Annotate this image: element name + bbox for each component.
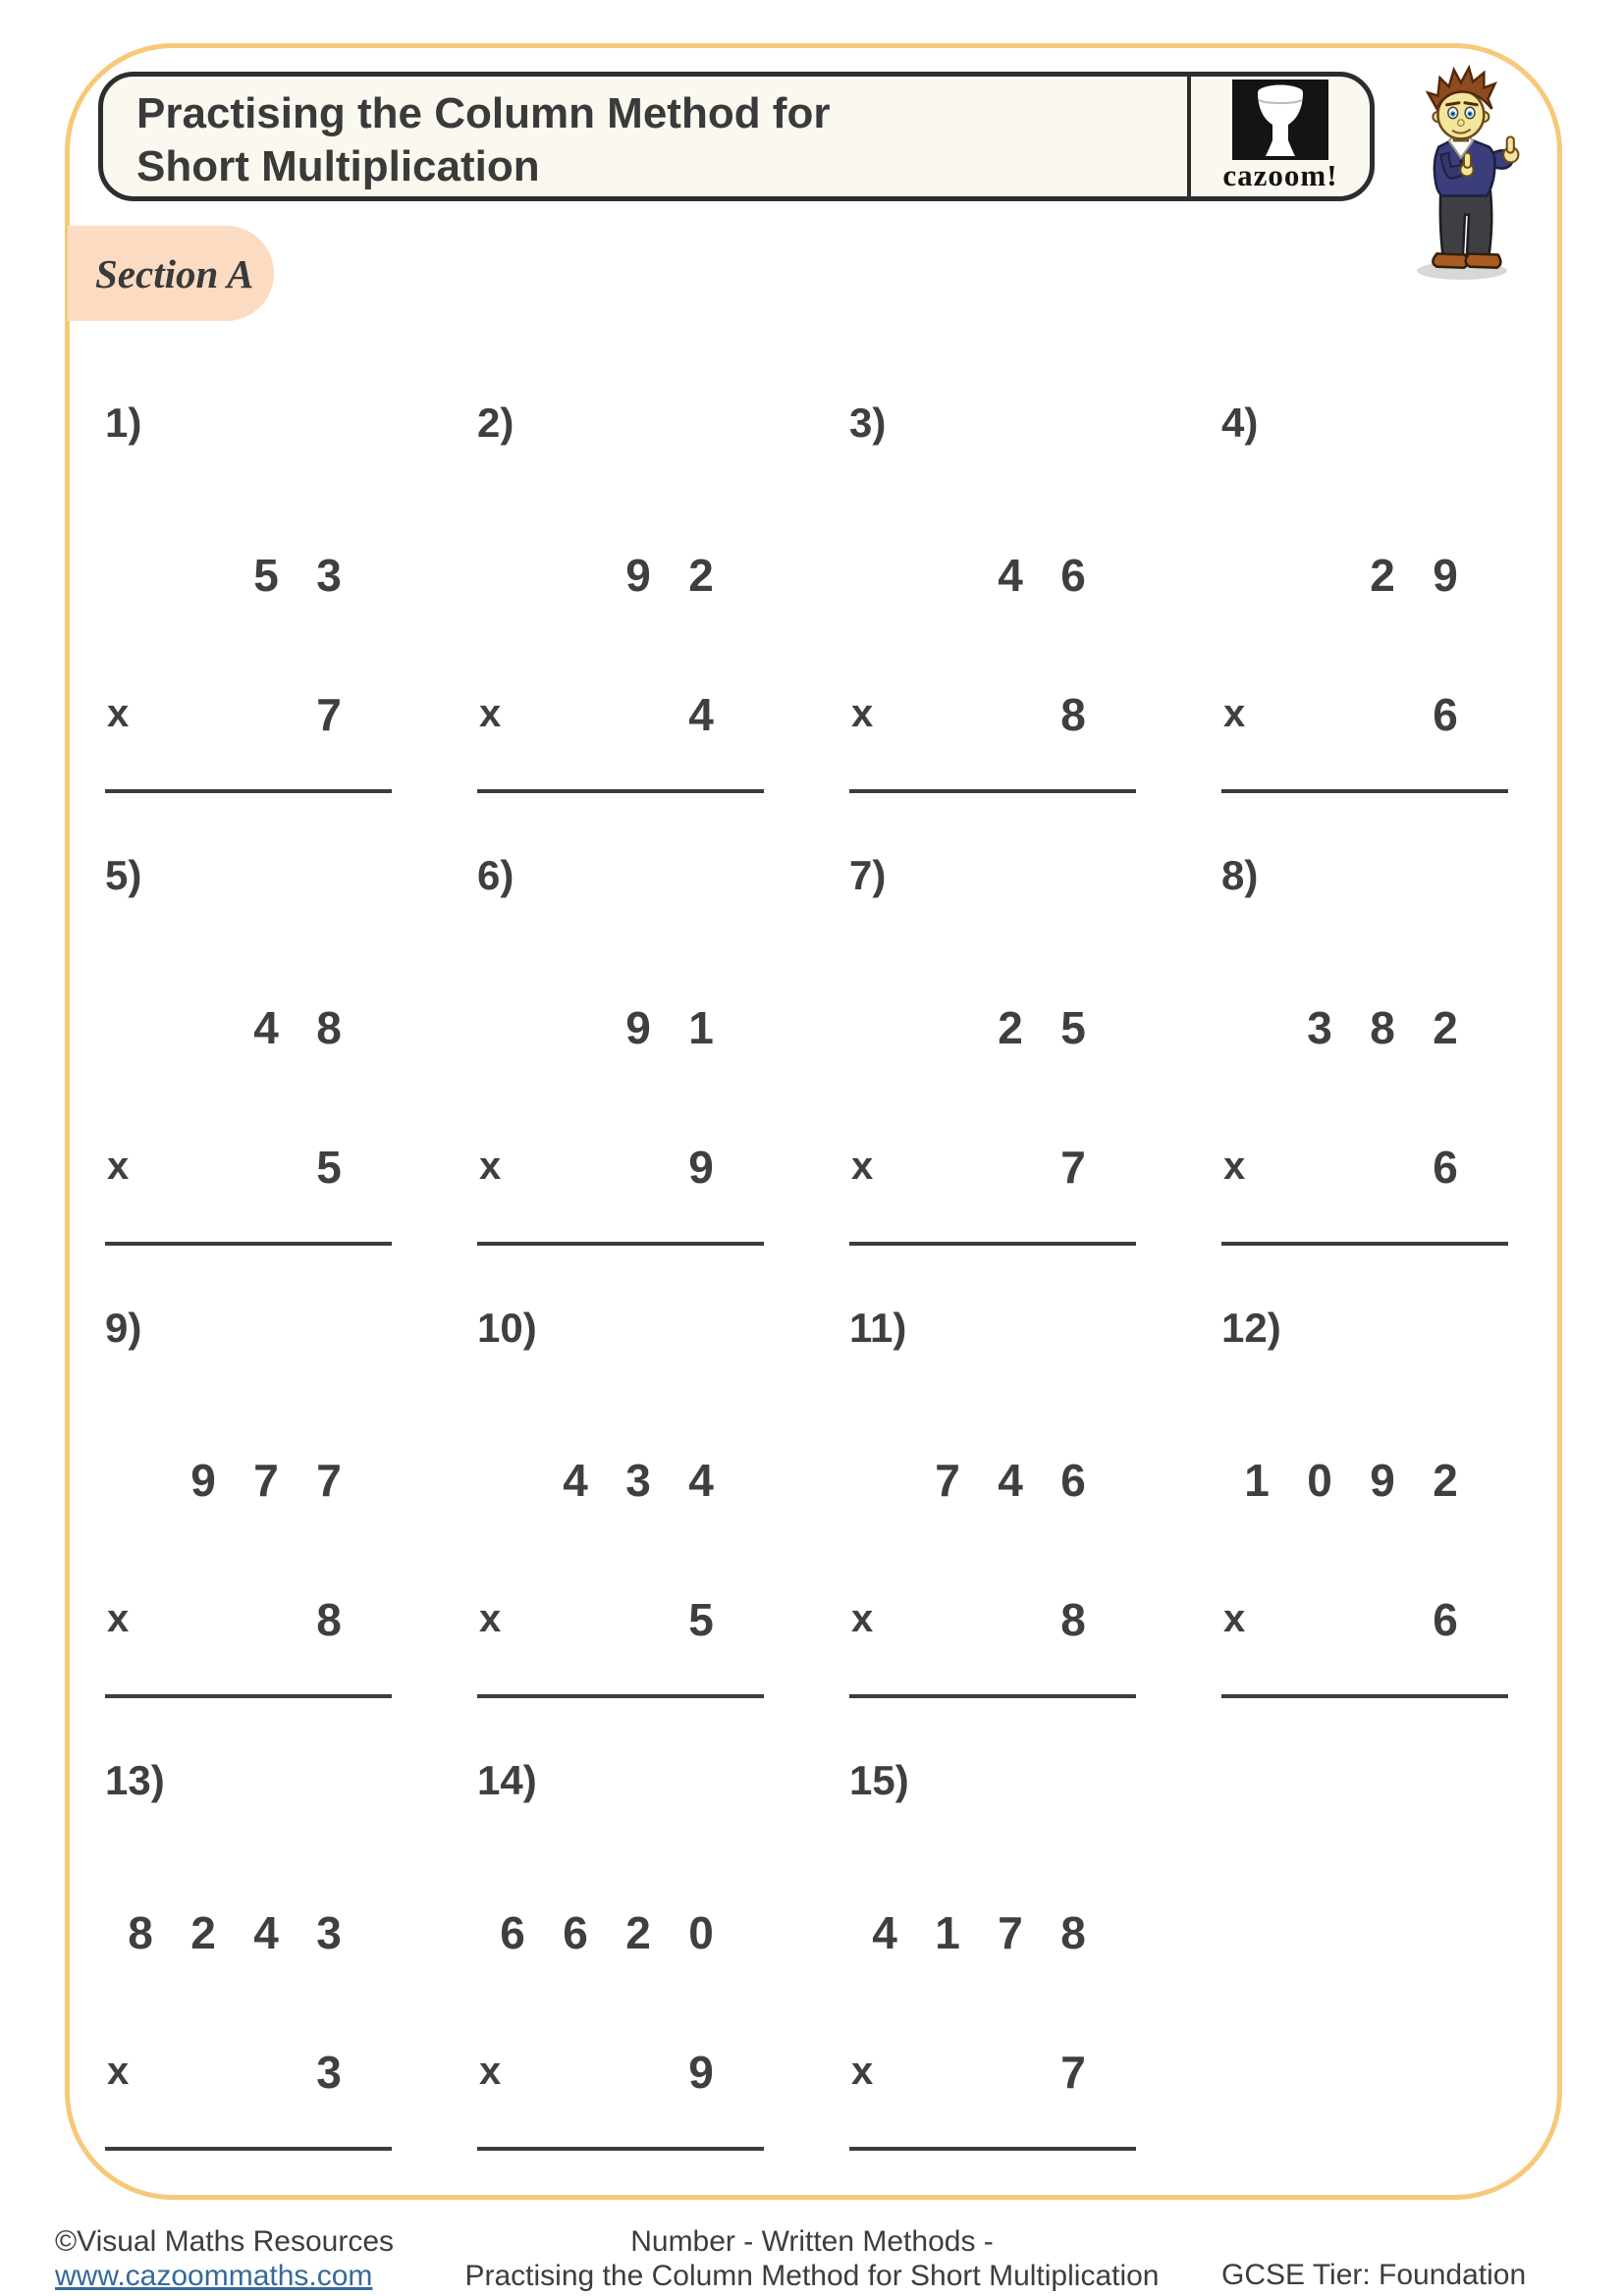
multiply-sign: x [851,692,874,735]
multiplicand-digit: 6 [1060,550,1086,601]
problem-number: 6) [477,852,514,898]
multiply-sign: x [851,2050,874,2093]
multiplicand-digit: 2 [190,1907,216,1958]
multiplicand-digit: 0 [1307,1455,1332,1506]
multiplicand-digit: 1 [1244,1455,1270,1506]
cazoom-logo [1187,77,1370,196]
problems-grid [105,400,1594,2210]
multiplicand-digit: 6 [1060,1455,1086,1506]
multiplicand-digits [105,549,360,602]
problem-number: 14) [477,1757,537,1803]
problem-number: 2) [477,400,514,446]
multiply-sign: x [851,1145,874,1188]
multiplicand-digit: 4 [998,1455,1023,1506]
multiplicand-digit: 2 [998,1002,1023,1053]
multiplicand-digit: 3 [625,1455,651,1506]
answer-line [849,2147,1136,2151]
footer-website-link[interactable]: www.cazoommaths.com [55,2260,373,2293]
multiplier-row [477,1141,732,1194]
footer-copyright: ©Visual Maths Resources [55,2225,395,2258]
multiplicand-digit: 2 [1433,1002,1458,1053]
problem-9 [105,1305,477,1757]
multiplicand-digit: 7 [316,1455,342,1506]
problem-2 [477,400,849,852]
multiply-sign: x [107,2050,130,2093]
multiplicand-digit: 2 [625,1907,651,1958]
footer-category-line1: Number - Written Methods - [630,2225,994,2258]
multiply-sign: x [479,1597,502,1640]
multiplier-digit: 6 [1433,1594,1458,1645]
multiplicand-digit: 7 [253,1455,279,1506]
drum-icon [1232,80,1328,160]
multiplier-row [849,688,1105,741]
problem-12 [1221,1305,1594,1757]
page-title-line1: Practising the Column Method for [136,89,831,137]
multiply-sign: x [479,1145,502,1188]
multiply-sign: x [107,1597,130,1640]
multiplicand-digit: 8 [316,1002,342,1053]
multiplicand-digit: 4 [563,1455,588,1506]
multiplier-row [105,1141,360,1194]
problem-number: 10) [477,1305,537,1351]
multiplier-digit: 8 [1060,1594,1086,1645]
problem-3 [849,400,1221,852]
mascot-shoe-right [1466,253,1501,267]
multiplicand-digit: 7 [998,1907,1023,1958]
multiply-sign: x [479,2050,502,2093]
multiplicand-digit: 9 [1370,1455,1395,1506]
answer-line [1221,1694,1508,1698]
multiplicand-digit: 9 [625,1002,651,1053]
multiplier-digit: 9 [688,2047,714,2098]
multiplicand-digits [477,549,732,602]
answer-line [1221,1242,1508,1246]
multiplicand-digit: 2 [688,550,714,601]
problem-number: 11) [849,1305,907,1351]
multiplier-row [1221,688,1477,741]
multiplier-digit: 7 [316,689,342,740]
multiplier-row [105,2046,360,2099]
multiplier-digit: 7 [1060,1142,1086,1193]
problem-number: 15) [849,1757,909,1803]
multiplier-row [105,688,360,741]
multiplier-row [105,1593,360,1646]
footer-center [321,2224,1303,2294]
answer-line [105,1694,392,1698]
multiplicand-digit: 9 [190,1455,216,1506]
multiplicand-digits [849,1001,1105,1054]
problem-8 [1221,852,1594,1305]
multiplicand-digits [105,1906,360,1959]
multiplicand-digits [477,1454,732,1507]
multiplicand-digit: 4 [688,1455,714,1506]
multiplicand-digit: 6 [500,1907,525,1958]
multiplicand-digits [1221,1001,1477,1054]
multiplicand-digit: 3 [1307,1002,1332,1053]
answer-line [105,789,392,793]
problem-6 [477,852,849,1305]
multiplicand-digits [105,1001,360,1054]
multiplier-digit: 4 [688,689,714,740]
problem-4 [1221,400,1594,852]
multiplicand-digit: 4 [872,1907,897,1958]
problem-7 [849,852,1221,1305]
multiplicand-digits [849,549,1105,602]
multiplier-digit: 8 [1060,689,1086,740]
multiplicand-digit: 8 [1060,1907,1086,1958]
problem-number: 8) [1221,852,1259,898]
multiplier-digit: 5 [688,1594,714,1645]
multiplicand-digits [105,1454,360,1507]
multiplicand-digit: 0 [688,1907,714,1958]
problem-number: 12) [1221,1305,1281,1351]
title-box [98,72,1375,201]
multiplicand-digit: 4 [253,1002,279,1053]
multiply-sign: x [1223,692,1246,735]
problem-number: 3) [849,400,887,446]
multiplicand-digit: 8 [128,1907,153,1958]
multiplicand-digit: 4 [998,550,1023,601]
multiplicand-digits [1221,549,1477,602]
multiplicand-digit: 7 [935,1455,960,1506]
multiplier-row [849,1141,1105,1194]
multiplier-digit: 8 [316,1594,342,1645]
answer-line [477,1242,764,1246]
multiplier-digit: 5 [316,1142,342,1193]
mascot-thumb-up [1507,136,1514,152]
multiplicand-digit: 1 [935,1907,960,1958]
answer-line [105,1242,392,1246]
mascot-trousers [1440,187,1491,255]
answer-line [105,2147,392,2151]
multiplier-row [477,1593,732,1646]
multiplicand-digit: 6 [563,1907,588,1958]
answer-line [477,2147,764,2151]
multiply-sign: x [851,1597,874,1640]
problem-number: 4) [1221,400,1259,446]
multiplicand-digit: 5 [1060,1002,1086,1053]
multiplicand-digit: 3 [316,1907,342,1958]
problem-number: 5) [105,852,142,898]
footer-category-line2: Practising the Column Method for Short Multiplication [464,2260,1160,2293]
multiply-sign: x [107,1145,130,1188]
multiplicand-digit: 1 [688,1002,714,1053]
problem-15 [849,1757,1221,2210]
problem-number: 1) [105,400,142,446]
multiplicand-digit: 2 [1370,550,1395,601]
answer-line [477,789,764,793]
multiplicand-digits [849,1454,1105,1507]
multiplicand-digit: 9 [1433,550,1458,601]
multiplier-row [477,688,732,741]
problem-number: 13) [105,1757,165,1803]
multiplier-row [849,1593,1105,1646]
multiplier-digit: 3 [316,2047,342,2098]
page-title-line2: Short Multiplication [136,141,540,190]
multiplicand-digits [849,1906,1105,1959]
multiplier-digit: 6 [1433,1142,1458,1193]
footer-tier: GCSE Tier: Foundation [1221,2259,1527,2291]
section-a-label: Section A [95,250,254,296]
section-a-pill [68,226,274,321]
mascot-shoe-left [1433,253,1467,267]
multiply-sign: x [1223,1597,1246,1640]
problem-number: 9) [105,1305,142,1351]
problem-13 [105,1757,477,2210]
multiplicand-digit: 5 [253,550,279,601]
multiply-sign: x [107,692,130,735]
problem-1 [105,400,477,852]
answer-line [477,1694,764,1698]
multiply-sign: x [1223,1145,1246,1188]
multiplicand-digit: 2 [1433,1455,1458,1506]
problem-14 [477,1757,849,2210]
problem-11 [849,1305,1221,1757]
multiplicand-digit: 8 [1370,1002,1395,1053]
problem-5 [105,852,477,1305]
multiplicand-digits [477,1001,732,1054]
multiplicand-digit: 3 [316,550,342,601]
logo-wordmark: cazoom! [1222,158,1338,192]
multiplicand-digit: 9 [625,550,651,601]
multiplier-row [1221,1593,1477,1646]
multiplier-digit: 9 [688,1142,714,1193]
answer-line [849,789,1136,793]
page-title [136,87,830,192]
multiply-sign: x [479,692,502,735]
answer-line [849,1694,1136,1698]
multiplier-digit: 7 [1060,2047,1086,2098]
multiplicand-digits [477,1906,732,1959]
problem-10 [477,1305,849,1757]
multiplicand-digits [1221,1454,1477,1507]
answer-line [1221,789,1508,793]
answer-line [849,1242,1136,1246]
mascot-boy-illustration [1404,63,1530,283]
multiplier-row [1221,1141,1477,1194]
multiplier-row [849,2046,1105,2099]
multiplier-digit: 6 [1433,689,1458,740]
multiplicand-digit: 4 [253,1907,279,1958]
problem-number: 7) [849,852,887,898]
multiplier-row [477,2046,732,2099]
